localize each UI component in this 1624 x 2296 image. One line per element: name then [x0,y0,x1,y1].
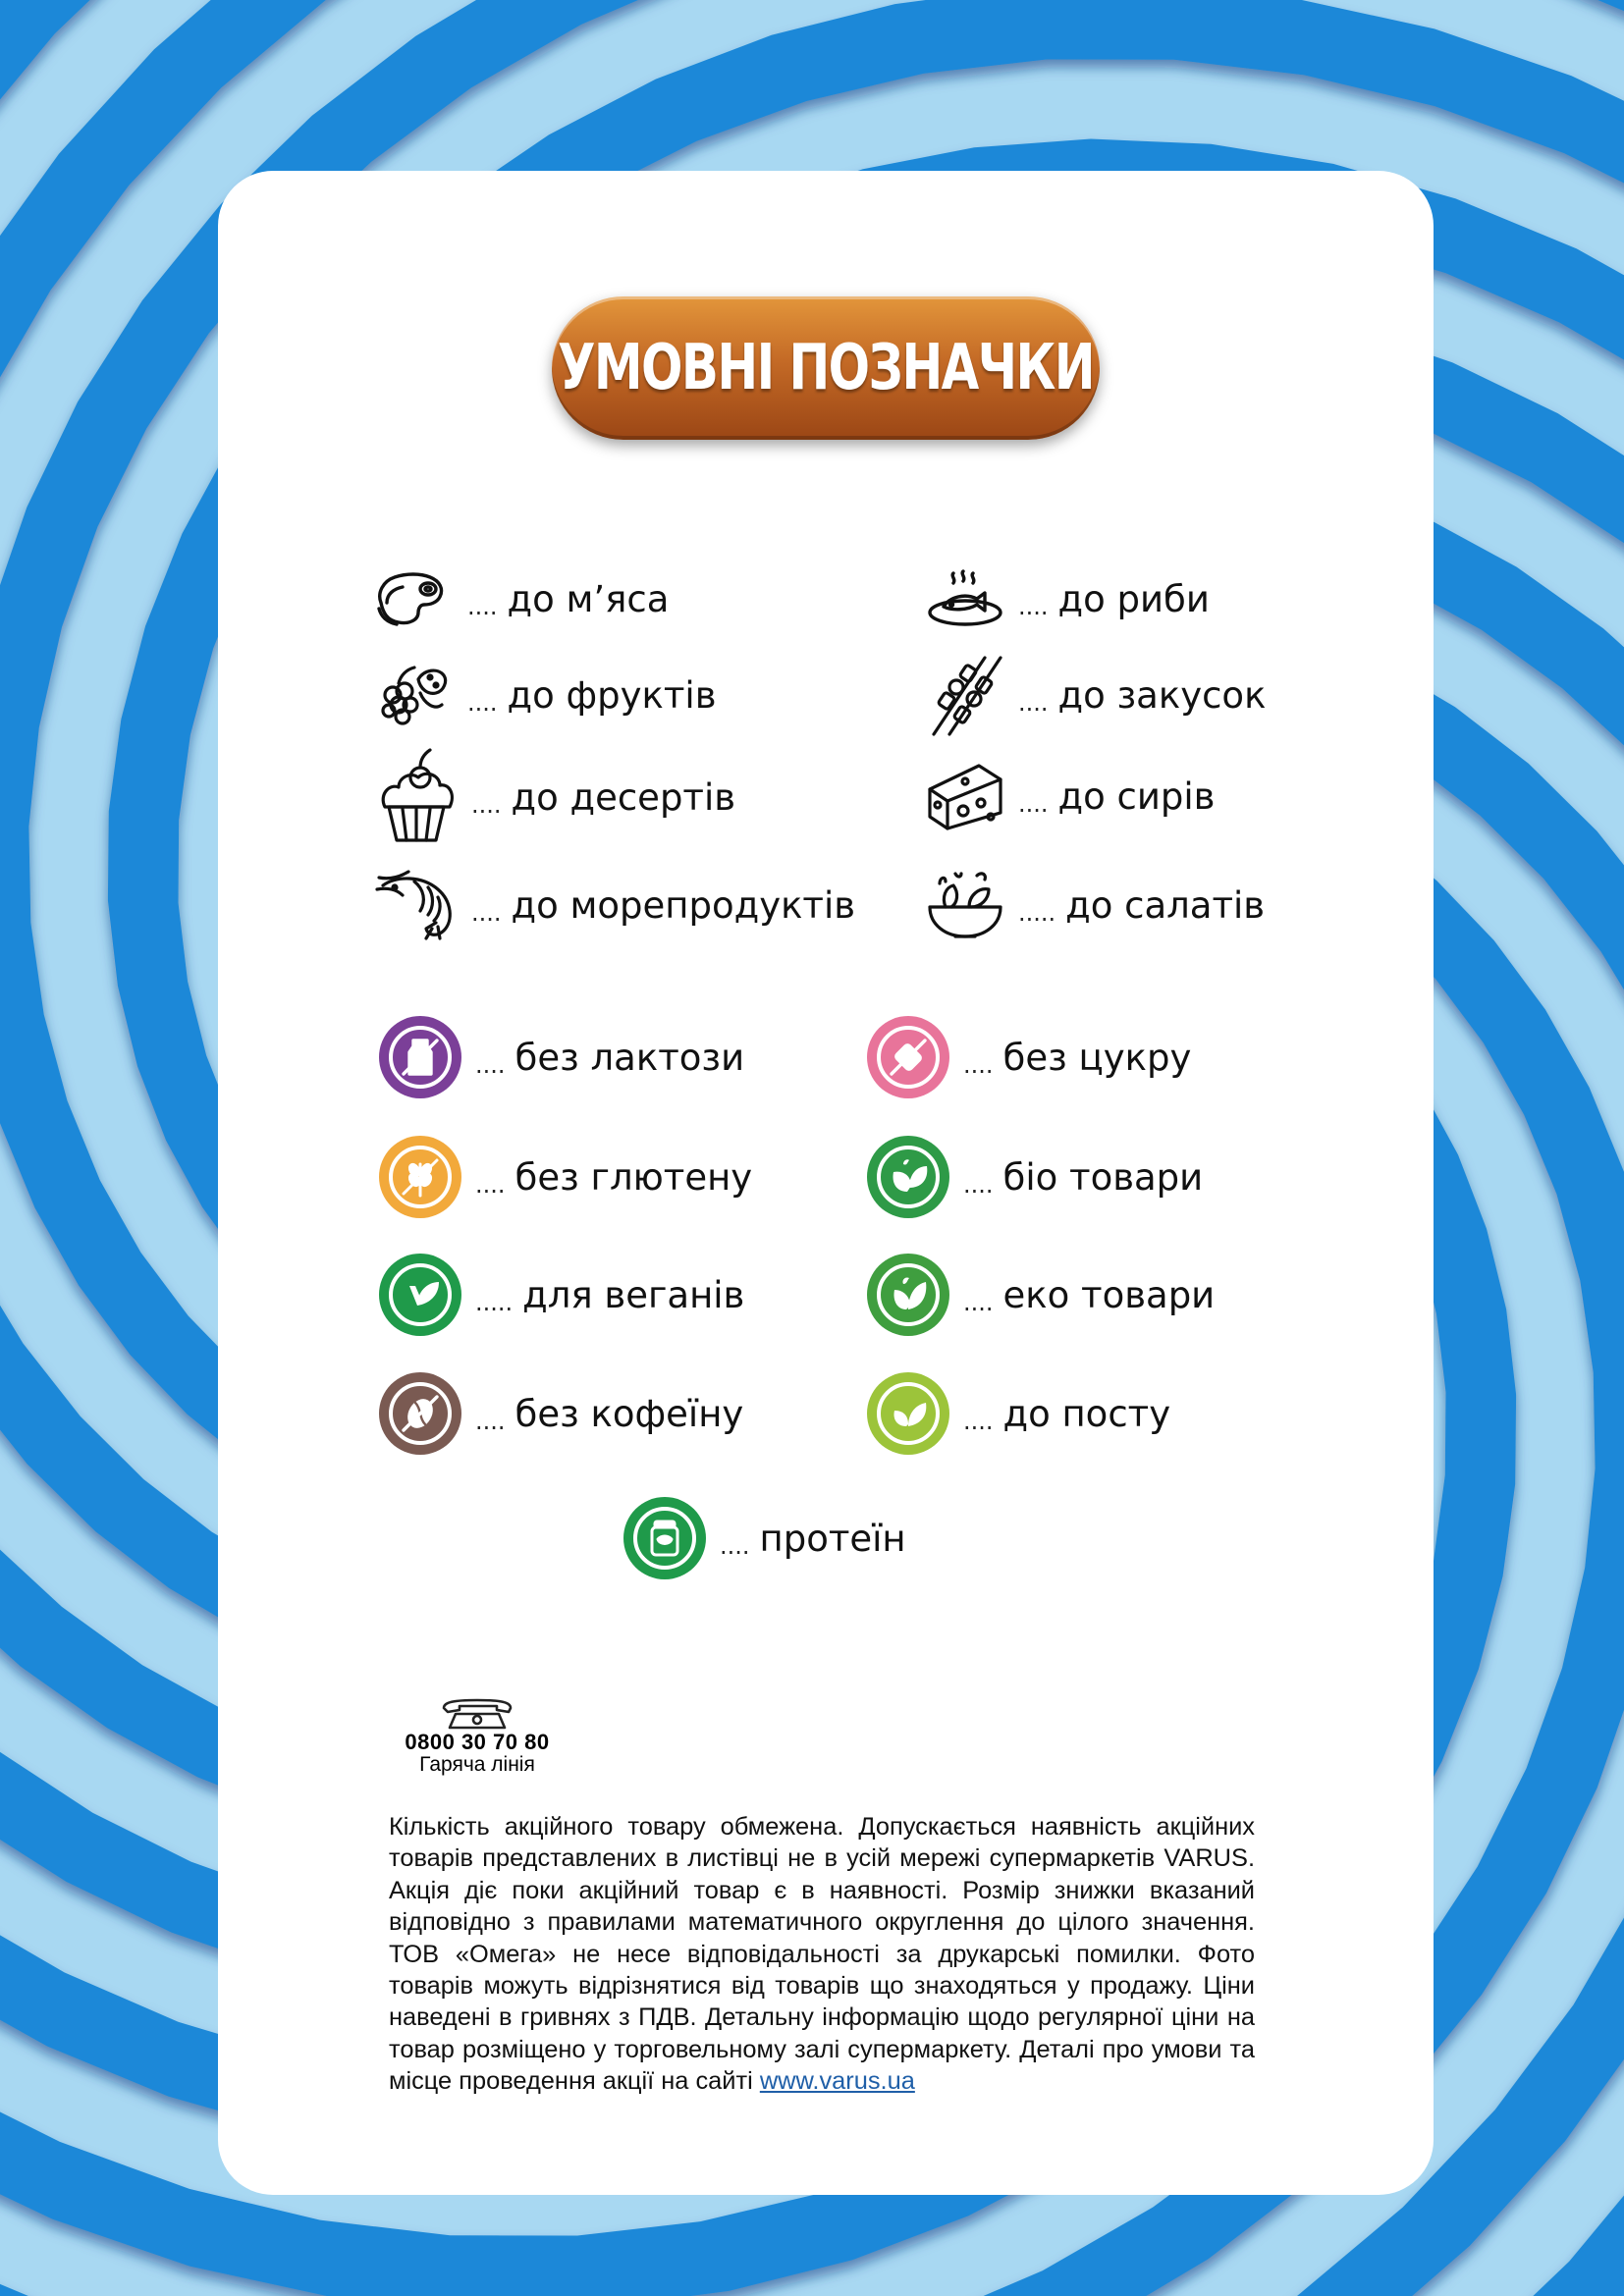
bio-leaf-icon [867,1136,949,1218]
legend-label: до фруктів [507,673,717,717]
legend-label: без глютену [514,1155,753,1199]
meat-icon [375,567,454,630]
page-title: УМОВНІ ПОЗНАЧКИ [558,332,1094,404]
legend-label: без лактози [514,1036,745,1079]
legend-item-no-caffeine: .... без кофеїну [379,1372,743,1455]
legend-item-vegan: ..... для веганів [379,1254,744,1336]
no-lactose-icon [379,1016,461,1098]
legend-label: до м’яса [507,577,670,620]
legend-item-bio: .... біо товари [867,1136,1203,1218]
website-link[interactable]: www.varus.ua [759,2067,915,2096]
fruits-icon [375,656,454,734]
legend-item-seafood: .... до морепродуктів [375,870,855,940]
legend-item-protein: .... протеїн [623,1497,906,1579]
legend-label: без кофеїну [514,1392,744,1435]
legend-item-no-lactose: .... без лактози [379,1016,744,1098]
hotline [389,1696,566,1777]
legend-label: до сирів [1057,774,1216,818]
no-caffeine-icon [379,1372,461,1455]
legend-item-fruits: .... до фруктів [375,656,717,734]
legend-item-fasting: .... до посту [867,1372,1170,1455]
legend-label: протеїн [759,1517,906,1560]
legend-item-snacks: .... до закусок [926,652,1266,738]
no-gluten-icon [379,1136,461,1218]
legend-item-desserts: .... до десертів [375,748,735,846]
legend-item-fish: .... до риби [926,567,1210,630]
eco-leaf-icon [867,1254,949,1336]
legend-label: еко товари [1002,1273,1216,1316]
protein-jar-icon [623,1497,706,1579]
fasting-leaf-icon [867,1372,949,1455]
fish-icon [926,567,1004,630]
legend-item-eco: .... еко товари [867,1254,1215,1336]
title-banner [552,296,1100,440]
salad-icon [926,868,1004,942]
legend-item-salads: ..... до салатів [926,868,1265,942]
disclaimer [389,1811,1255,2098]
cupcake-icon [375,748,458,846]
legend-label: для веганів [522,1273,745,1316]
legend-label: біо товари [1002,1155,1204,1199]
legend-item-meat: .... до м’яса [375,567,669,630]
hotline-number: 0800 30 70 80 [405,1730,550,1754]
legend-item-cheese: .... до сирів [926,760,1215,832]
vegan-leaf-icon [379,1254,461,1336]
no-sugar-icon [867,1016,949,1098]
hotline-caption: Гаряча лінія [419,1753,535,1776]
legend-label: до риби [1057,577,1210,620]
legend-label: без цукру [1002,1036,1192,1079]
disclaimer-text: Кількість акційного товару обмежена. Допускається наявність акційних товарів представлених в листівці не в усій мережі супермаркетів VARUS. Акція діє поки акційний товар є в наявності. Розмір знижки вказаний відповідно з правилами математичного округлення до цілого значення. ТОВ «Омега» не несе відповідальності за друкарські помилки. Фото товарів можуть відрізнятися від товарів що знаходяться у продажу. Ціни наведені в гривнях з ПДВ. Детальну інформацію щодо регулярної ціни на товар розміщено у торговельному залі супермаркету. Деталі про умови та місце проведення акції на сайті [389,1813,1255,2096]
legend-label: до закусок [1057,673,1267,717]
phone-icon [440,1696,514,1730]
legend-item-no-gluten: .... без глютену [379,1136,752,1218]
legend-label: до десертів [511,775,736,819]
legend-item-no-sugar: .... без цукру [867,1016,1191,1098]
legend-label: до морепродуктів [511,883,856,927]
shrimp-icon [375,870,458,940]
legend-label: до посту [1002,1392,1171,1435]
cheese-icon [926,760,1004,832]
skewers-icon [926,652,1004,738]
legend-label: до салатів [1065,883,1266,927]
